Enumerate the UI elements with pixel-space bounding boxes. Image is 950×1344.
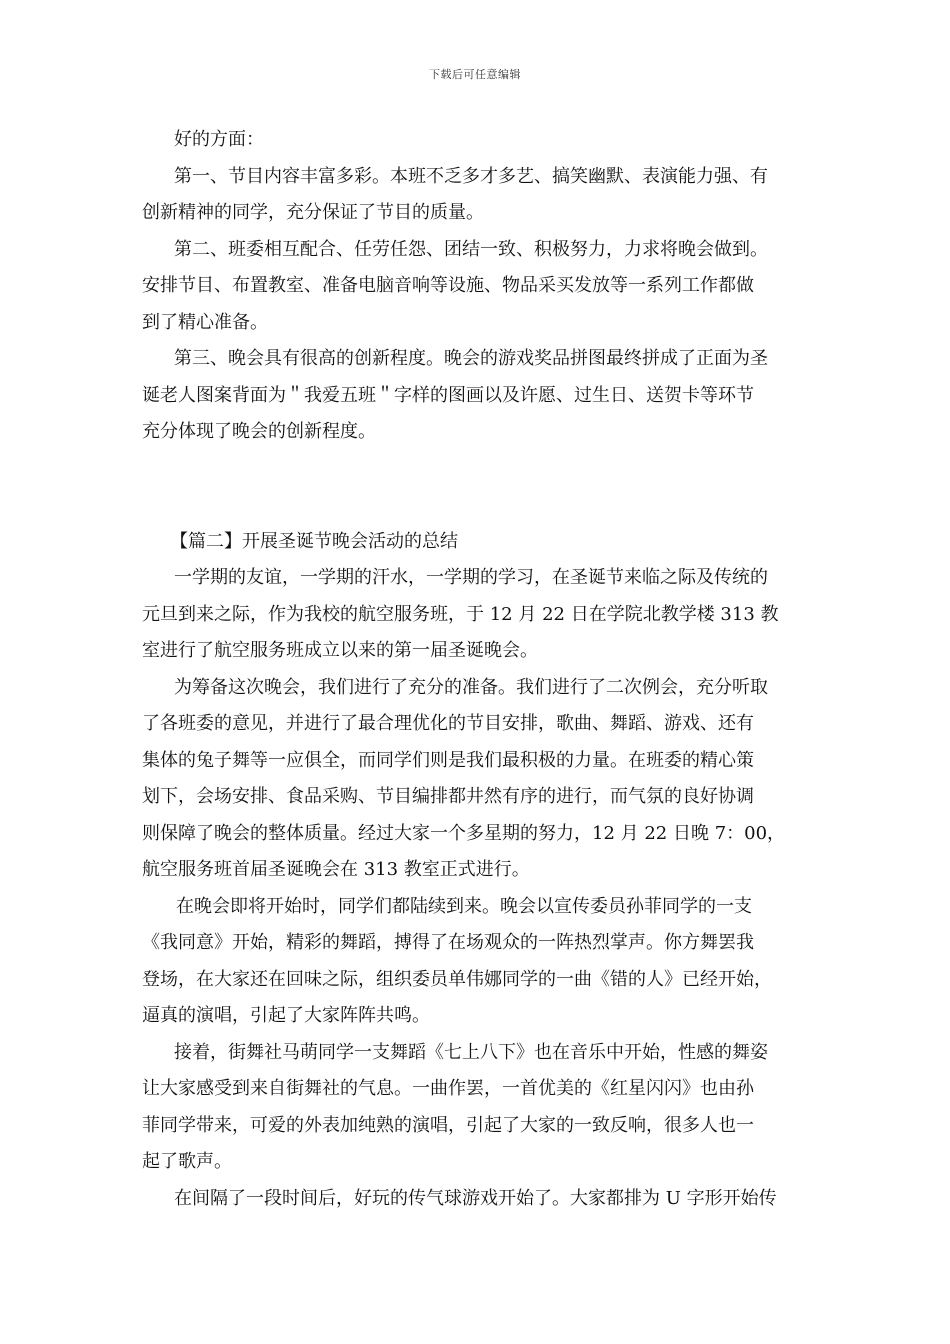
paragraph-line: 航空服务班首届圣诞晚会在 313 教室正式进行。 — [142, 859, 530, 880]
section-title: 【篇二】开展圣诞节晚会活动的总结 — [170, 530, 458, 552]
paragraph-line: 一学期的友谊，一学期的汗水，一学期的学习，在圣诞节来临之际及传统的 — [174, 567, 768, 588]
paragraph-line: 充分体现了晚会的创新程度。 — [142, 421, 376, 442]
paragraph-line: 室进行了航空服务班成立以来的第一届圣诞晚会。 — [142, 640, 538, 661]
paragraph-line: 第三、晚会具有很高的创新程度。晚会的游戏奖品拼图最终拼成了正面为圣 — [174, 348, 768, 369]
paragraph-line: 划下，会场安排、食品采购、节目编排都井然有序的进行，而气氛的良好协调 — [142, 786, 754, 807]
paragraph-line: 了各班委的意见，并进行了最合理优化的节目安排，歌曲、舞蹈、游戏、还有 — [142, 713, 754, 734]
paragraph-line: 到了精心准备。 — [142, 311, 268, 333]
paragraph-line: 则保障了晚会的整体质量。经过大家一个多星期的努力，12 月 22 日晚 7：00， — [142, 822, 786, 844]
paragraph-line: 在间隔了一段时间后，好玩的传气球游戏开始了。大家都排为 U 字形开始传 — [174, 1187, 777, 1209]
paragraph-line: 为筹备这次晚会，我们进行了充分的准备。我们进行了二次例会，充分听取 — [174, 676, 768, 698]
paragraph-line: 元旦到来之际，作为我校的航空服务班，于 12 月 22 日在学院北教学楼 313 教 — [142, 603, 779, 625]
paragraph-line: 登场，在大家还在回味之际，组织委员单伟娜同学的一曲《错的人》已经开始， — [142, 968, 772, 990]
paragraph-line: 起了歌声。 — [142, 1151, 232, 1172]
paragraph-line: 第一、节目内容丰富多彩。本班不乏多才多艺、搞笑幽默、表演能力强、有 — [174, 165, 768, 187]
paragraph-line: 接着，街舞社马萌同学一支舞蹈《七上八下》也在音乐中开始，性感的舞姿 — [174, 1041, 768, 1063]
paragraph-line: 让大家感受到来自街舞社的气息。一曲作罢，一首优美的《红星闪闪》也由孙 — [142, 1078, 754, 1099]
paragraph-line: 诞老人图案背面为＂我爱五班＂字样的图画以及许愿、过生日、送贺卡等环节 — [142, 384, 754, 406]
paragraph-line: 好的方面： — [174, 129, 264, 150]
paragraph-line: 在晚会即将开始时，同学们都陆续到来。晚会以宣传委员孙菲同学的一支 — [176, 895, 752, 917]
paragraph-line: 集体的兔子舞等一应俱全，而同学们则是我们最积极的力量。在班委的精心策 — [142, 749, 754, 771]
paragraph-line: 创新精神的同学，充分保证了节目的质量。 — [142, 202, 484, 223]
paragraph-line: 逼真的演唱，引起了大家阵阵共鸣。 — [142, 1005, 430, 1026]
paragraph-line: 第二、班委相互配合、任劳任怨、团结一致、积极努力，力求将晚会做到。 — [174, 238, 768, 260]
paragraph-line: 菲同学带来，可爱的外表加纯熟的演唱，引起了大家的一致反响，很多人也一 — [142, 1114, 754, 1136]
paragraph-line: 安排节目、布置教室、准备电脑音响等设施、物品采买发放等一系列工作都做 — [142, 275, 754, 296]
paragraph-line: 《我同意》开始，精彩的舞蹈，搏得了在场观众的一阵热烈掌声。你方舞罢我 — [142, 932, 754, 953]
document-body — [142, 122, 808, 1217]
page-header: 下载后可任意编辑 — [429, 68, 521, 81]
